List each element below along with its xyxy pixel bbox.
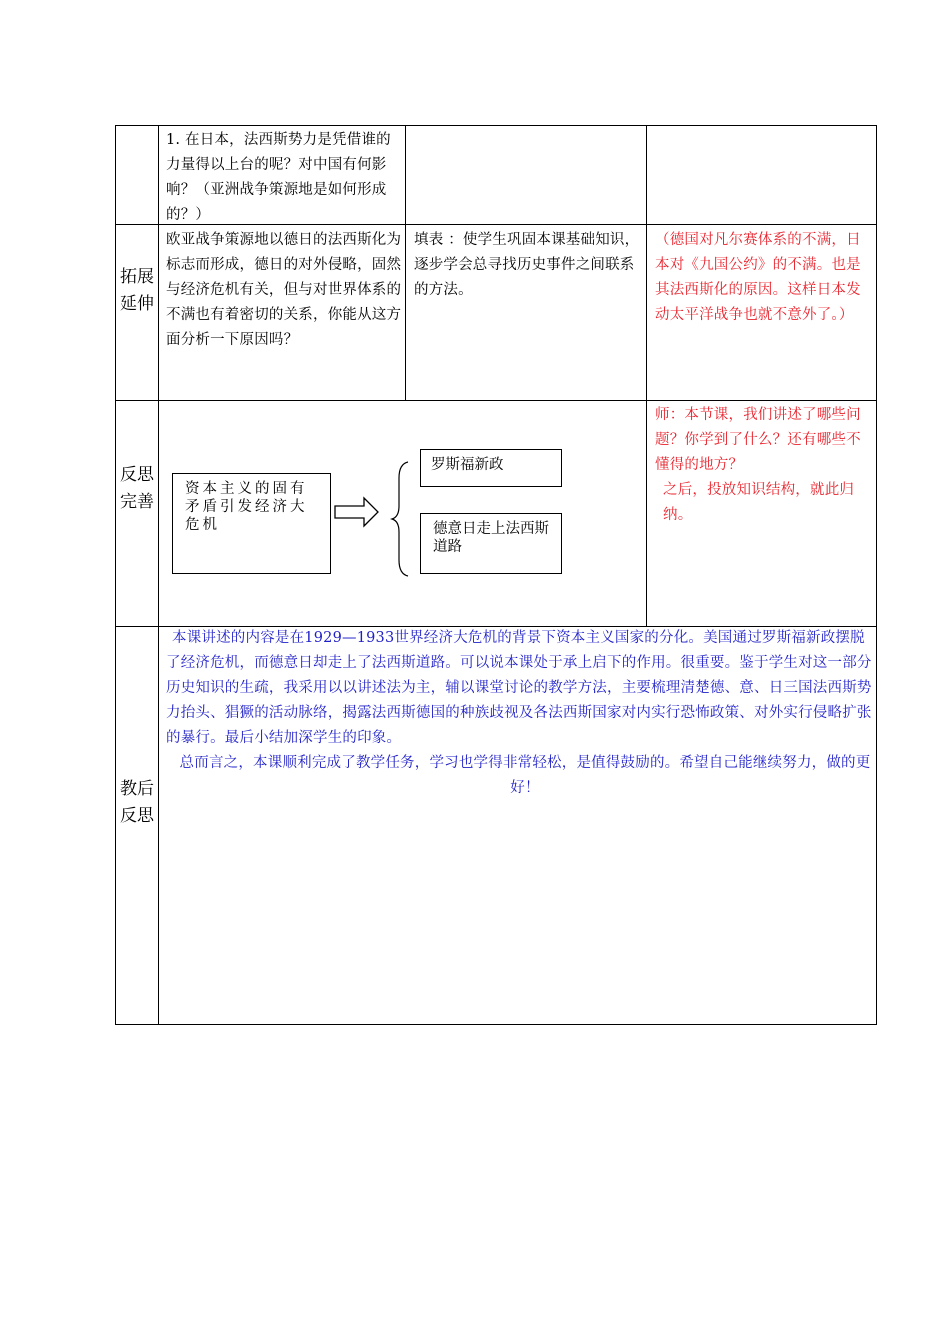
post-reflection-para-1: 本课讲述的内容是在1929—1933世界经济大危机的背景下资本主义国家的分化。美国通过罗斯福新政摆脱了经济危机，而德意日却走上了法西斯道路。可以说本课处于承上启下的作用。很重要。鉴于学生对这一部分历史知识的生疏，我采用以以讲述法为主，辅以课堂讨论的教学方法，主要梳理清楚德、意、日三国法西斯势力抬头、猖獗的活动脉络，揭露法西斯德国的种族歧视及各法西斯国家对内实行恐怖政策、对外实行侵略扩张的暴行。最后小结加深学生的印象。 — [166, 630, 872, 746]
brace-icon — [390, 460, 412, 578]
diagram-branch-top-box — [420, 449, 562, 487]
teacher-line-2: 之后，投放知识结构，就此归纳。 — [663, 482, 855, 523]
extension-label: 拓展延伸 — [120, 267, 154, 314]
teacher-line-1: 师：本节课，我们讲述了哪些问题？你学到了什么？还有哪些不懂得的地方？ — [655, 407, 861, 473]
diagram-branch-top-text: 罗斯福新政 — [431, 457, 504, 473]
label-column-divider — [158, 125, 159, 1025]
table-border-right — [876, 125, 877, 1025]
post-reflection-content — [166, 626, 872, 801]
diagram-source-text: 资本主义的固有矛盾引发经济大危机 — [185, 481, 308, 533]
row-divider-2 — [115, 400, 877, 401]
column-divider-3 — [646, 125, 647, 627]
extension-intent: 填表 ：使学生巩固本课基础知识，逐步学会总寻找历史事件之间联系的方法。 — [414, 232, 640, 298]
table-border-bottom — [115, 1024, 877, 1025]
column-divider-2-top — [405, 125, 406, 401]
reflection-label: 反思完善 — [120, 465, 154, 512]
arrow-right-icon — [334, 496, 380, 528]
teacher-summary-prompt — [655, 403, 873, 528]
extension-content: 欧亚战争策源地以德日的法西斯化为标志而形成，德日的对外侵略，固然与经济危机有关，但与对世界体系的不满也有着密切的关系，你能从这方面分析一下原因吗？ — [166, 232, 402, 348]
post-reflection-para-2: 总而言之，本课顺利完成了教学任务，学习也学得非常轻松，是值得鼓励的。希望自己能继续努力，做的更好！ — [179, 755, 871, 796]
extension-answer: （德国对凡尔赛体系的不满，日本对《九国公约》的不满。也是其法西斯化的原因。这样日本发动太平洋战争也就不意外了。） — [655, 232, 861, 323]
table-border-top — [115, 125, 877, 126]
post-reflection-label: 教后反思 — [120, 779, 154, 826]
diagram-source-box — [172, 473, 331, 574]
table-border-left — [115, 125, 116, 1025]
diagram-branch-bottom-text: 德意日走上法西斯道路 — [433, 521, 549, 555]
question-cell: 1. 在日本，法西斯势力是凭借谁的力量得以上台的呢？对中国有何影响？（亚洲战争策源地是如何形成的？） — [166, 132, 391, 223]
diagram-branch-bottom-box — [420, 513, 562, 574]
